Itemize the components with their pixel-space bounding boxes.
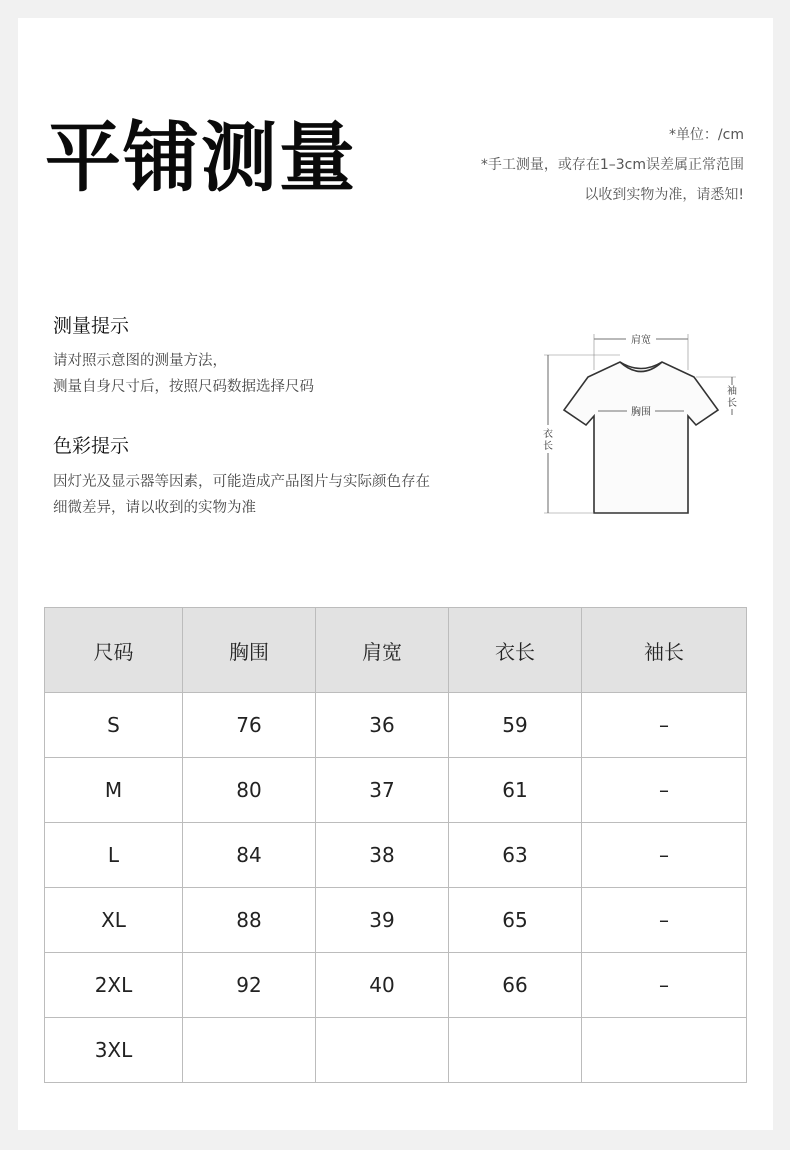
size-cell: XL [45, 888, 183, 953]
sleeve-label-1: 袖 [727, 386, 737, 397]
table-row [45, 953, 747, 1018]
length-column-header: 衣长 [449, 608, 582, 693]
size-column-header: 尺码 [45, 608, 183, 693]
chest-column-header: 胸围 [183, 608, 316, 693]
table-row [45, 823, 747, 888]
sleeve-cell: – [582, 823, 747, 888]
color-tip-body [53, 469, 430, 521]
shoulder-cell: 39 [316, 888, 449, 953]
size-cell: 2XL [45, 953, 183, 1018]
chest-cell [183, 1018, 316, 1083]
chest-cell: 92 [183, 953, 316, 1018]
chest-cell: 88 [183, 888, 316, 953]
shoulder-cell: 40 [316, 953, 449, 1018]
measure-tip-title: 测量提示 [53, 315, 130, 337]
measure-tip-body [53, 348, 314, 400]
length-cell [449, 1018, 582, 1083]
sleeve-cell: – [582, 758, 747, 823]
color-tip-line: 细微差异，请以收到的实物为准 [53, 500, 256, 516]
color-tip-title: 色彩提示 [53, 435, 130, 457]
table-row [45, 1018, 747, 1083]
measure-tip-line: 请对照示意图的测量方法， [53, 353, 227, 369]
chest-cell: 80 [183, 758, 316, 823]
table-row [45, 888, 747, 953]
table-row [45, 693, 747, 758]
page-title: 平铺测量 [45, 113, 357, 202]
shoulder-cell: 37 [316, 758, 449, 823]
measurement-notes [481, 120, 744, 210]
measure-tip-line: 测量自身尺寸后，按照尺码数据选择尺码 [53, 379, 314, 395]
length-cell: 65 [449, 888, 582, 953]
table-header-row [45, 608, 747, 693]
length-cell: 66 [449, 953, 582, 1018]
tshirt-measurement-diagram [536, 325, 746, 525]
size-cell: M [45, 758, 183, 823]
shoulder-cell [316, 1018, 449, 1083]
size-cell: L [45, 823, 183, 888]
length-label-1: 衣 [543, 429, 553, 440]
size-chart-table [44, 607, 747, 1083]
shoulder-cell: 38 [316, 823, 449, 888]
shoulder-label: 肩宽 [631, 335, 651, 346]
error-note: *手工测量，或存在1–3cm误差属正常范围 [480, 157, 744, 173]
sleeve-label-2: 长 [727, 398, 737, 409]
sleeve-column-header: 袖长 [582, 608, 747, 693]
shoulder-cell: 36 [316, 693, 449, 758]
sleeve-cell: – [582, 953, 747, 1018]
sleeve-cell: – [582, 693, 747, 758]
chest-label: 胸围 [631, 407, 651, 418]
length-cell: 59 [449, 693, 582, 758]
table-row [45, 758, 747, 823]
chest-cell: 76 [183, 693, 316, 758]
length-cell: 61 [449, 758, 582, 823]
size-cell: S [45, 693, 183, 758]
tshirt-outline [564, 362, 718, 513]
color-tip-line: 因灯光及显示器等因素，可能造成产品图片与实际颜色存在 [53, 474, 430, 490]
sleeve-cell: – [582, 888, 747, 953]
chest-cell: 84 [183, 823, 316, 888]
unit-note: *单位：/cm [668, 127, 744, 143]
length-cell: 63 [449, 823, 582, 888]
shoulder-column-header: 肩宽 [316, 608, 449, 693]
notice-note: 以收到实物为准，请悉知! [584, 187, 744, 203]
size-cell: 3XL [45, 1018, 183, 1083]
length-label-2: 长 [543, 441, 553, 452]
sleeve-cell [582, 1018, 747, 1083]
